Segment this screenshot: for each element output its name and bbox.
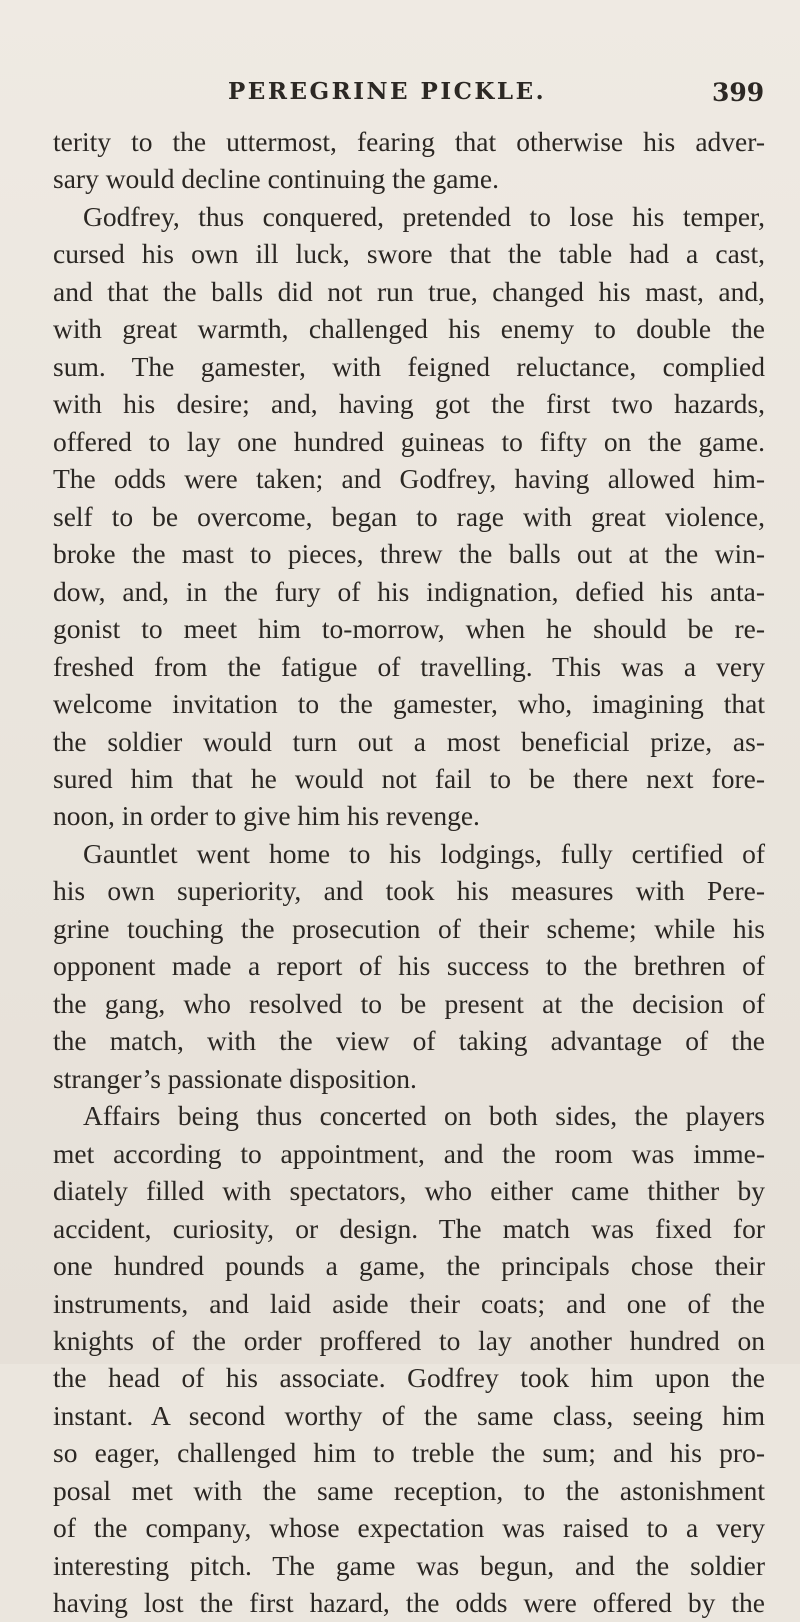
text-line: grine touching the prosecution of their scheme; while his bbox=[53, 912, 765, 944]
text-line: met according to appointment, and the room was imme- bbox=[53, 1137, 765, 1169]
text-line: opponent made a report of his success to the brethren of bbox=[53, 950, 765, 982]
page-header bbox=[0, 78, 800, 112]
text-line: stranger’s passionate disposition. bbox=[53, 1062, 417, 1094]
text-line: gonist to meet him to-morrow, when he should be re- bbox=[53, 613, 765, 645]
text-line: broke the mast to pieces, threw the balls out at the win- bbox=[53, 538, 765, 570]
text-line: posal met with the same reception, to the astonishment bbox=[53, 1474, 765, 1506]
text-line: of the company, whose expectation was raised to a very bbox=[53, 1512, 765, 1544]
text-line: knights of the order proffered to lay another hundred on bbox=[53, 1325, 765, 1356]
text-line: offered to lay one hundred guineas to fifty on the game. bbox=[53, 425, 765, 457]
text-line: sary would decline continuing the game. bbox=[53, 163, 499, 195]
page-number: 399 bbox=[712, 78, 765, 107]
text-line: so eager, challenged him to treble the sum; and his pro- bbox=[53, 1437, 765, 1469]
running-title: PEREGRINE PICKLE. bbox=[228, 78, 547, 105]
text-line: diately filled with spectators, who either came thither by bbox=[53, 1175, 765, 1207]
text-line: Godfrey, thus conquered, pretended to lose his temper, bbox=[83, 200, 765, 232]
body-text bbox=[53, 123, 765, 1622]
text-line: dow, and, in the fury of his indignation, defied his anta- bbox=[53, 575, 765, 607]
text-line: instruments, and laid aside their coats; and one of the bbox=[53, 1287, 765, 1319]
text-line: welcome invitation to the gamester, who, imagining that bbox=[53, 688, 765, 720]
text-line: accident, curiosity, or design. The match was fixed for bbox=[53, 1212, 765, 1244]
text-line: the soldier would turn out a most beneficial prize, as- bbox=[53, 725, 765, 757]
text-line: self to be overcome, began to rage with great violence, bbox=[53, 500, 765, 532]
text-line: instant. A second worthy of the same class, seeing him bbox=[53, 1399, 765, 1431]
text-line: Affairs being thus concerted on both sides, the players bbox=[83, 1100, 765, 1132]
text-line: the match, with the view of taking advantage of the bbox=[53, 1025, 765, 1057]
text-line: with great warmth, challenged his enemy to double the bbox=[53, 313, 765, 345]
text-line: interesting pitch. The game was begun, and the soldier bbox=[53, 1549, 765, 1581]
text-line: and that the balls did not run true, changed his mast, and, bbox=[53, 275, 765, 307]
text-line: having lost the first hazard, the odds were offered by the bbox=[53, 1587, 765, 1619]
text-line: The odds were taken; and Godfrey, having allowed him- bbox=[53, 463, 765, 495]
text-line: his own superiority, and took his measures with Pere- bbox=[53, 875, 765, 907]
text-line: sum. The gamester, with feigned reluctance, complied bbox=[53, 350, 765, 382]
text-line: Gauntlet went home to his lodgings, fully certified of bbox=[83, 837, 765, 869]
text-line: cursed his own ill luck, swore that the table had a cast, bbox=[53, 238, 765, 270]
text-line: sured him that he would not fail to be there next fore- bbox=[53, 762, 765, 794]
text-line: the gang, who resolved to be present at the decision of bbox=[53, 987, 765, 1019]
text-line: terity to the uttermost, fearing that otherwise his adver- bbox=[53, 126, 765, 157]
text-line: with his desire; and, having got the first two hazards, bbox=[53, 388, 765, 420]
text-line: the head of his associate. Godfrey took him upon the bbox=[53, 1362, 765, 1394]
text-line: noon, in order to give him his revenge. bbox=[53, 800, 480, 832]
text-line: freshed from the fatigue of travelling. This was a very bbox=[53, 650, 765, 682]
text-line: one hundred pounds a game, the principals chose their bbox=[53, 1250, 765, 1282]
